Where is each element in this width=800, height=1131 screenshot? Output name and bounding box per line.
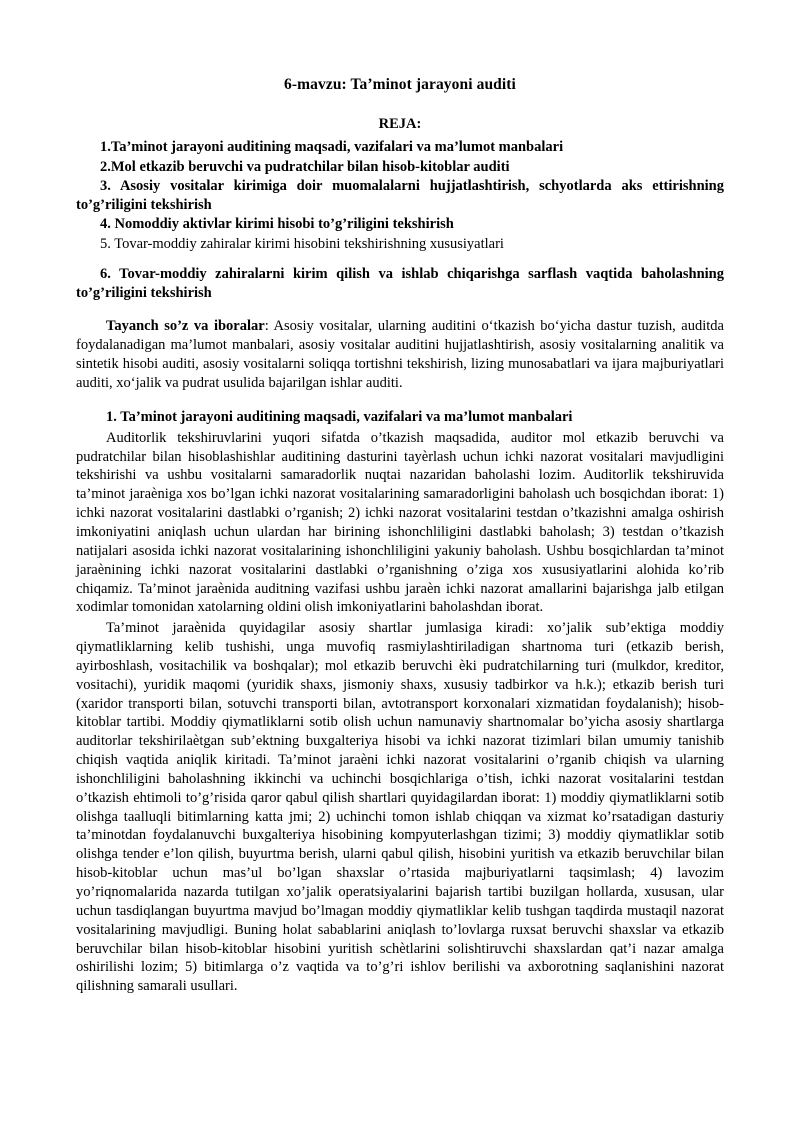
body-paragraph: Ta’minot jaraѐnida quyidagilar asosiy shartlar jumlasiga kiradi: xo’jalik sub’ektiga moddiy qiymatliklarning kelib tushishi, unga muvofiq rasmiylashtiriladigan shartnoma turi (etkazib berish, ayirboshlash, vositachilik va boshqalar); mol etkazib beruvchi ѐki pudratchilarning turi (mulkdor, kreditor, vositachi), yuridik maqomi (yuridik shaxs, jismoniy shaxs, xususiy tadbirkor va h.k.); etkazib berish turi (xaridor transporti bilan, sotuvchi transporti bilan, avtotransport korxonalari xizmatidan foydalanish); hisob-kitoblar tartibi. Moddiy qiymatliklarni sotib olish uchun namunaviy shartnomalar bo’yicha asosiy shartlarga auditorlar tekshirilaѐtgan sub’ektning buxgalteriya hisobi va ichki nazorat tizimlari bilan umumiy tanishib chiqish vaqtida aniqlik kiritadi. Ta’minot jaraѐni ichki nazorat vositalarini o’rganib chiqish va ularning ishonchliligini baholashning ikkinchi va uchinchi bosqichlariga o’tish, ichki nazorat vositalarini testdan o’tkazish ehtimoli to’g’risida qaror qabul qilish shartlari quyidagilardan iborat: 1) moddiy qiymatliklarni sotib olishga taalluqli bitimlarning katta jmi; 2) uchinchi tomon ishlab chiqqan va xizmat ko’rsatadigan dasturiy ta’minotdan foydalanuvchi buxgalteriya hisobining kompyuterlashgan tizimi; 3) moddiy qiymatliklar sotib olishga tender e’lon qilish, buyurtma berish, ularni qabul qilish, hisobini yuritish va etkazib beruvchilar bilan hisob-kitoblar uchun mas’ul bo’lgan shaxslar o’rtasida majburiyatlarni taqsimlash; 4) lavozim yo’riqnomalarida nazarda tutilgan xo’jalik operatsiyalarini bajarish tartibi buzilgan hollarda, xususan, ular uchun tasdiqlangan buyurtma mavjud bo’lmagan moddiy qiymatliklar kelib tushgan taqdirda mustaqil nazorat vositalarining mavjudligi. Buning holat sabablarini aniqlash to’lovlarga ruxsat beruvchi shaxslar va etkazib beruvchilar bilan hisob-kitoblar hisobini yuritish schѐtlarini solishtiruvchi shaxslardan qat’i nazar amalga oshirilishi lozim; 5) bitimlarga o’z vaqtida va to’g’ri ishlov berilishi va axborotning saqlanishini nazorat qilishning samarali usullari. [76,620,724,995]
page-title: 6-mavzu: Ta’minot jarayoni auditi [284,76,516,93]
keywords-label: Tayanch so’z va iboralar [106,318,265,335]
reja-item: 4. Nomoddiy aktivlar kirimi hisobi to’g’riligini tekshirish [100,216,454,233]
reja-item: 2.Mol etkazib beruvchi va pudratchilar bilan hisob-kitoblar auditi [100,158,510,175]
body-paragraph: Auditorlik tekshiruvlarini yuqori sifatda o’tkazish maqsadida, auditor mol etkazib beruvchi va pudratchilar bilan hisoblashishlar auditining dasturini tayѐrlash uchun ichki nazorat vositalari mavjudligini tekshirishi va ushbu vositalarni samaradorlik nuqtai nazaridan baholashi lozim. Auditorlik tekshiruvida ta’minot jaraѐniga xos bo’lgan ichki nazorat vositalarining samaradorligini baholash uch bosqichdan iborat: 1) ichki nazorat vositalarini dastlabki o’rganish; 2) ichki nazorat vositalarini testdan o’tkazishni amalga oshirish imkoniyatini aniqlash uchun ulardan har birining ishonchliligini dastlabki baholash; 3) testdan o’tkazish natijalari asosida ichki nazorat vositalarining ishonchliligini yakuniy baholash. Ushbu bosqichlardan ta’minot jaraѐnining ichki nazorat vositalarini dastlabki o’rganishning o’ziga xos xususiyatlarini alohida ko’rib chiqamiz. Ta’minot jaraѐnida auditning vazifasi ushbu jaraѐn ichki nazorat amallarini bajarishga jalb etilgan xodimlar tomonidan xatolarning oldini olish imkoniyatlarini baholashdan iborat. [76,429,724,616]
section-heading: 1. Ta’minot jarayoni auditining maqsadi, vazifalari va ma’lumot manbalari [106,408,573,425]
keywords-text: : Asosiy vositalar, ularning auditini o‘tkazish bo‘yicha dastur tuzish, auditda foydalanadigan ma’lumot manbalari, asosiy vositalar auditini hujjatlashtirish, asosiy vositalarning analitik va sintetik hisobi auditi, asosiy vositalarni soliqqa tortishni tekshirish, lizing munosabatlari va ijara majburiyatlari auditi, xo‘jalik va pudrat usulida bajarilgan ishlar auditi. [76,318,724,391]
spacer [76,303,724,317]
spacer [76,254,724,265]
reja-item: 5. Tovar-moddiy zahiralar kirimi hisobini tekshirishning xususiyatlari [100,235,504,252]
reja-item: 6. Tovar-moddiy zahiralarni kirim qilish va ishlab chiqarishga sarflash vaqtida baholashning to’g’riligini tekshirish [76,266,724,301]
spacer [76,395,724,409]
reja-item: 1.Ta’minot jarayoni auditining maqsadi, vazifalari va ma’lumot manbalari [100,139,564,155]
reja-list [76,138,724,302]
keywords-paragraph [76,317,724,392]
reja-label: REJA: [378,116,422,132]
reja-item: 3. Asosiy vositalar kirimiga doir muomalalarni hujjatlashtirish, schyotlarda aks ettirishning to’g’riligini tekshirish [76,178,724,213]
